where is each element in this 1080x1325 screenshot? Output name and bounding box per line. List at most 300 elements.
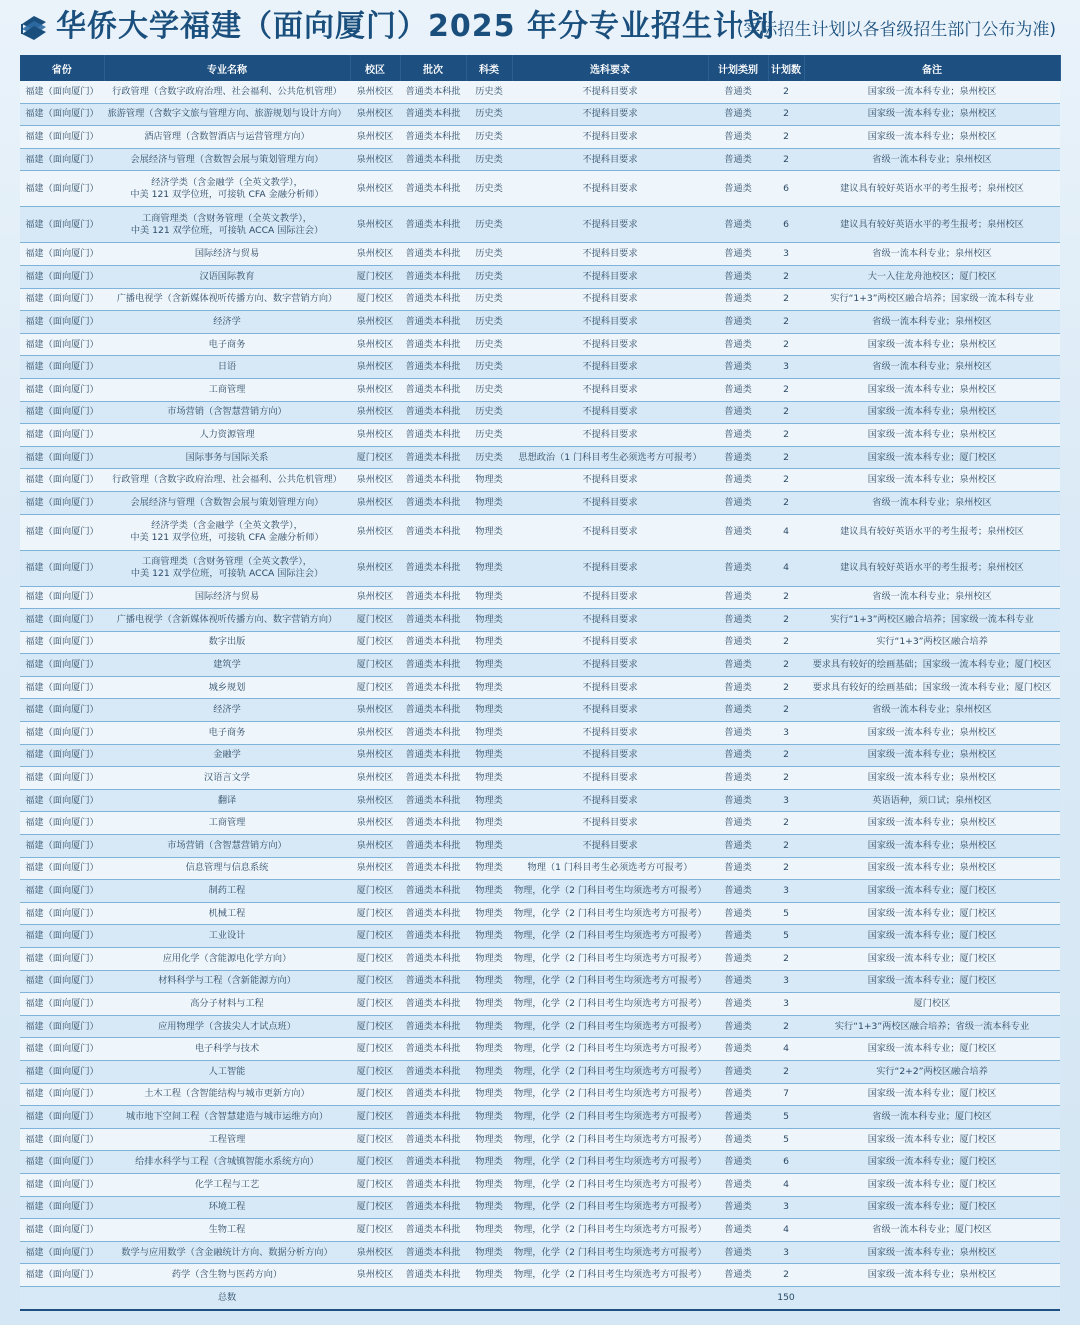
table-cell: 省级一流本科专业；厦门校区	[804, 1219, 1060, 1242]
table-cell: 普通类	[708, 333, 768, 356]
table-cell: 电子商务	[104, 333, 350, 356]
table-cell: 普通类	[708, 948, 768, 971]
table-cell: 药学（含生物与医药方向）	[104, 1264, 350, 1287]
table-cell: 不提科目要求	[512, 699, 708, 722]
table-cell: 福建（面向厦门）	[20, 1060, 104, 1083]
table-cell: 普通类	[708, 446, 768, 469]
table-cell: 厦门校区	[350, 1083, 400, 1106]
table-cell: 泉州校区	[350, 171, 400, 207]
table-cell: 普通类本科批	[400, 767, 466, 790]
table-cell: 6	[768, 207, 804, 243]
table-cell: 福建（面向厦门）	[20, 1151, 104, 1174]
table-cell: 厦门校区	[350, 1196, 400, 1219]
table-cell: 福建（面向厦门）	[20, 103, 104, 126]
table-cell: 普通类本科批	[400, 699, 466, 722]
table-cell: 普通类本科批	[400, 722, 466, 745]
table-cell: 2	[768, 469, 804, 492]
table-cell: 普通类本科批	[400, 356, 466, 379]
table-cell: 实行“1+3”两校区融合培养；省级一流本科专业	[804, 1015, 1060, 1038]
table-cell: 普通类本科批	[400, 378, 466, 401]
table-cell: 泉州校区	[350, 103, 400, 126]
table-row	[20, 103, 1060, 126]
table-cell: 福建（面向厦门）	[20, 1083, 104, 1106]
table-cell: 省级一流本科专业；泉州校区	[804, 243, 1060, 266]
table-row	[20, 1151, 1060, 1174]
table-row	[20, 1128, 1060, 1151]
table-cell: 6	[768, 171, 804, 207]
table-cell: 英语语种，须口试；泉州校区	[804, 789, 1060, 812]
total-row	[20, 1286, 1060, 1310]
table-cell: 福建（面向厦门）	[20, 207, 104, 243]
table-cell: 2	[768, 446, 804, 469]
table-cell: 泉州校区	[350, 207, 400, 243]
table-cell: 2	[768, 948, 804, 971]
table-cell: 普通类本科批	[400, 401, 466, 424]
table-cell: 2	[768, 81, 804, 103]
table-cell: 普通类	[708, 514, 768, 550]
table-cell: 厦门校区	[350, 654, 400, 677]
table-cell: 福建（面向厦门）	[20, 744, 104, 767]
table-cell: 普通类本科批	[400, 1241, 466, 1264]
table-cell: 5	[768, 925, 804, 948]
table-cell: 物理类	[466, 880, 512, 903]
table-cell: 不提科目要求	[512, 609, 708, 632]
table-cell: 高分子材料与工程	[104, 993, 350, 1016]
table-cell: 不提科目要求	[512, 631, 708, 654]
table-cell: 国家级一流本科专业；泉州校区	[804, 378, 1060, 401]
table-cell: 3	[768, 970, 804, 993]
table-cell: 普通类	[708, 311, 768, 334]
table-cell: 广播电视学（含新媒体视听传播方向、数字营销方向）	[104, 288, 350, 311]
table-cell: 泉州校区	[350, 767, 400, 790]
table-cell: 泉州校区	[350, 333, 400, 356]
table-cell: 历史类	[466, 356, 512, 379]
table-cell: 普通类	[708, 207, 768, 243]
table-cell: 福建（面向厦门）	[20, 265, 104, 288]
table-cell: 福建（面向厦门）	[20, 631, 104, 654]
table-cell: 福建（面向厦门）	[20, 722, 104, 745]
table-cell	[512, 1286, 708, 1310]
table-cell: 福建（面向厦门）	[20, 1038, 104, 1061]
table-cell: 城市地下空间工程（含智慧建造与城市运维方向）	[104, 1106, 350, 1129]
table-cell: 普通类本科批	[400, 1196, 466, 1219]
table-cell: 历史类	[466, 126, 512, 149]
table-cell: 普通类	[708, 925, 768, 948]
table-row	[20, 126, 1060, 149]
table-cell: 普通类本科批	[400, 1128, 466, 1151]
table-row	[20, 550, 1060, 586]
table-cell: 泉州校区	[350, 491, 400, 514]
table-cell: 普通类本科批	[400, 993, 466, 1016]
table-cell: 物理，化学（2 门科目考生均须选考方可报考）	[512, 925, 708, 948]
table-cell: 应用物理学（含拔尖人才试点班）	[104, 1015, 350, 1038]
table-cell: 福建（面向厦门）	[20, 243, 104, 266]
table-cell: 普通类	[708, 126, 768, 149]
table-cell: 历史类	[466, 401, 512, 424]
page-subtitle: (实际招生计划以各省级招生部门公布为准)	[736, 20, 1056, 40]
table-cell: 2	[768, 126, 804, 149]
table-cell: 历史类	[466, 311, 512, 334]
table-cell: 工商管理类（含财务管理（全英文教学）， 中美 121 双学位班，可接轨 ACCA 国际注会）	[104, 207, 350, 243]
table-cell: 物理类	[466, 993, 512, 1016]
table-header	[20, 55, 1060, 81]
enrollment-table	[20, 55, 1060, 1311]
table-cell: 物理类	[466, 744, 512, 767]
table-cell: 普通类本科批	[400, 148, 466, 171]
table-cell: 普通类本科批	[400, 1173, 466, 1196]
table-cell: 物理，化学（2 门科目考生均须选考方可报考）	[512, 1264, 708, 1287]
table-cell: 福建（面向厦门）	[20, 1264, 104, 1287]
table-cell: 泉州校区	[350, 378, 400, 401]
table-cell: 2	[768, 491, 804, 514]
table-cell: 普通类	[708, 1060, 768, 1083]
table-cell: 物理类	[466, 699, 512, 722]
table-cell: 会展经济与管理（含数智会展与策划管理方向）	[104, 491, 350, 514]
table-cell: 普通类本科批	[400, 1264, 466, 1287]
table-cell: 普通类本科批	[400, 207, 466, 243]
table-cell: 普通类	[708, 1173, 768, 1196]
table-cell: 物理类	[466, 609, 512, 632]
table-cell: 福建（面向厦门）	[20, 835, 104, 858]
column-header: 备注	[804, 55, 1060, 81]
table-row	[20, 654, 1060, 677]
table-cell: 泉州校区	[350, 356, 400, 379]
table-cell: 物理类	[466, 1015, 512, 1038]
table-cell: 汉语言文学	[104, 767, 350, 790]
table-cell: 普通类本科批	[400, 288, 466, 311]
table-cell: 5	[768, 902, 804, 925]
table-cell: 普通类	[708, 424, 768, 447]
table-cell: 2	[768, 311, 804, 334]
table-cell: 省级一流本科专业；泉州校区	[804, 586, 1060, 609]
table-cell: 普通类本科批	[400, 970, 466, 993]
table-cell: 省级一流本科专业；泉州校区	[804, 356, 1060, 379]
table-row	[20, 356, 1060, 379]
table-row	[20, 948, 1060, 971]
table-cell: 国际经济与贸易	[104, 243, 350, 266]
table-cell: 日语	[104, 356, 350, 379]
table-cell: 普通类本科批	[400, 1015, 466, 1038]
table-cell: 普通类本科批	[400, 333, 466, 356]
table-cell: 普通类本科批	[400, 654, 466, 677]
table-cell: 厦门校区	[350, 1106, 400, 1129]
table-cell: 普通类	[708, 491, 768, 514]
table-cell: 泉州校区	[350, 469, 400, 492]
table-cell: 普通类	[708, 356, 768, 379]
table-row	[20, 1196, 1060, 1219]
table-cell: 普通类	[708, 550, 768, 586]
table-cell: 福建（面向厦门）	[20, 789, 104, 812]
table-cell: 行政管理（含数字政府治理、社会福利、公共危机管理）	[104, 81, 350, 103]
column-header: 专业名称	[104, 55, 350, 81]
table-cell: 人工智能	[104, 1060, 350, 1083]
table-cell: 福建（面向厦门）	[20, 586, 104, 609]
table-cell: 物理类	[466, 676, 512, 699]
table-cell: 物理，化学（2 门科目考生均须选考方可报考）	[512, 1219, 708, 1242]
table-cell: 福建（面向厦门）	[20, 1196, 104, 1219]
table-cell: 历史类	[466, 424, 512, 447]
table-cell: 普通类本科批	[400, 789, 466, 812]
table-cell: 普通类本科批	[400, 948, 466, 971]
table-cell: 市场营销（含智慧营销方向）	[104, 401, 350, 424]
table-cell: 不提科目要求	[512, 356, 708, 379]
table-cell: 物理类	[466, 767, 512, 790]
table-cell: 物理类	[466, 857, 512, 880]
table-cell: 物理类	[466, 948, 512, 971]
table-cell: 普通类	[708, 676, 768, 699]
table-cell: 泉州校区	[350, 699, 400, 722]
table-cell: 国家级一流本科专业；泉州校区	[804, 81, 1060, 103]
table-cell: 普通类	[708, 586, 768, 609]
table-cell: 数字出版	[104, 631, 350, 654]
table-cell: 物理，化学（2 门科目考生均须选考方可报考）	[512, 993, 708, 1016]
table-row	[20, 424, 1060, 447]
table-cell: 物理类	[466, 902, 512, 925]
table-cell: 建筑学	[104, 654, 350, 677]
table-cell: 历史类	[466, 171, 512, 207]
table-cell: 历史类	[466, 265, 512, 288]
table-cell: 国家级一流本科专业；厦门校区	[804, 970, 1060, 993]
table-cell: 信息管理与信息系统	[104, 857, 350, 880]
table-cell	[400, 1286, 466, 1310]
table-row	[20, 1264, 1060, 1287]
table-cell: 数学与应用数学（含金融统计方向、数据分析方向）	[104, 1241, 350, 1264]
table-row	[20, 446, 1060, 469]
table-cell: 泉州校区	[350, 744, 400, 767]
table-cell: 4	[768, 1219, 804, 1242]
table-cell: 历史类	[466, 243, 512, 266]
table-cell: 不提科目要求	[512, 424, 708, 447]
table-cell: 国家级一流本科专业；泉州校区	[804, 1241, 1060, 1264]
column-header: 计划数	[768, 55, 804, 81]
table-cell: 普通类	[708, 171, 768, 207]
table-cell: 2	[768, 333, 804, 356]
table-cell: 化学工程与工艺	[104, 1173, 350, 1196]
table-cell: 普通类	[708, 631, 768, 654]
table-cell: 泉州校区	[350, 81, 400, 103]
table-cell: 泉州校区	[350, 514, 400, 550]
table-cell: 3	[768, 880, 804, 903]
table-cell: 普通类本科批	[400, 586, 466, 609]
table-cell: 省级一流本科专业；泉州校区	[804, 491, 1060, 514]
table-cell: 建议具有较好英语水平的考生报考；泉州校区	[804, 171, 1060, 207]
table-cell: 福建（面向厦门）	[20, 948, 104, 971]
table-cell: 物理类	[466, 491, 512, 514]
table-cell: 福建（面向厦门）	[20, 993, 104, 1016]
table-cell	[466, 1286, 512, 1310]
table-cell: 不提科目要求	[512, 514, 708, 550]
table-row	[20, 171, 1060, 207]
table-cell: 2	[768, 676, 804, 699]
table-cell: 2	[768, 857, 804, 880]
table-cell: 历史类	[466, 446, 512, 469]
table-cell: 物理类	[466, 654, 512, 677]
table-cell: 物理，化学（2 门科目考生均须选考方可报考）	[512, 948, 708, 971]
table-cell: 普通类	[708, 378, 768, 401]
table-cell: 2	[768, 148, 804, 171]
table-cell: 2	[768, 424, 804, 447]
table-cell: 2	[768, 835, 804, 858]
table-cell: 国家级一流本科专业；厦门校区	[804, 1083, 1060, 1106]
title-bar	[0, 0, 1080, 54]
table-cell: 物理类	[466, 1060, 512, 1083]
table-cell: 6	[768, 1151, 804, 1174]
table-cell: 福建（面向厦门）	[20, 1106, 104, 1129]
table-row	[20, 993, 1060, 1016]
table-cell: 市场营销（含智慧营销方向）	[104, 835, 350, 858]
page-title: 华侨大学福建（面向厦门）2025 年分专业招生计划	[56, 9, 775, 44]
table-row	[20, 857, 1060, 880]
table-row	[20, 744, 1060, 767]
table-cell: 普通类本科批	[400, 424, 466, 447]
table-cell: 物理类	[466, 812, 512, 835]
table-cell: 行政管理（含数字政府治理、社会福利、公共危机管理）	[104, 469, 350, 492]
table-cell: 工程管理	[104, 1128, 350, 1151]
table-cell: 厦门校区	[350, 1151, 400, 1174]
table-cell: 2	[768, 1060, 804, 1083]
table-row	[20, 925, 1060, 948]
table-cell: 物理，化学（2 门科目考生均须选考方可报考）	[512, 1106, 708, 1129]
column-header: 选科要求	[512, 55, 708, 81]
table-cell: 省级一流本科专业；泉州校区	[804, 311, 1060, 334]
table-cell: 建议具有较好英语水平的考生报考；泉州校区	[804, 514, 1060, 550]
table-cell: 普通类	[708, 265, 768, 288]
table-cell: 实行“1+3”两校区融合培养；国家级一流本科专业	[804, 288, 1060, 311]
table-cell: 物理类	[466, 1264, 512, 1287]
table-cell: 工商管理	[104, 378, 350, 401]
table-row	[20, 1219, 1060, 1242]
table-cell: 福建（面向厦门）	[20, 311, 104, 334]
table-row	[20, 880, 1060, 903]
table-cell: 厦门校区	[350, 1015, 400, 1038]
table-cell: 要求具有较好的绘画基础；国家级一流本科专业；厦门校区	[804, 676, 1060, 699]
table-cell: 普通类	[708, 1015, 768, 1038]
table-cell: 普通类本科批	[400, 744, 466, 767]
table-cell: 普通类本科批	[400, 925, 466, 948]
table-cell: 厦门校区	[350, 902, 400, 925]
table-cell: 汉语国际教育	[104, 265, 350, 288]
table-cell: 2	[768, 654, 804, 677]
table-cell: 不提科目要求	[512, 676, 708, 699]
table-row	[20, 631, 1060, 654]
column-header: 校区	[350, 55, 400, 81]
table-row	[20, 676, 1060, 699]
table-cell: 普通类本科批	[400, 514, 466, 550]
table-cell: 普通类本科批	[400, 1083, 466, 1106]
table-cell: 泉州校区	[350, 789, 400, 812]
table-cell: 福建（面向厦门）	[20, 1173, 104, 1196]
table-cell: 4	[768, 1038, 804, 1061]
table-cell: 普通类本科批	[400, 1060, 466, 1083]
table-cell: 2	[768, 1264, 804, 1287]
table-cell	[20, 1286, 104, 1310]
table-cell: 不提科目要求	[512, 265, 708, 288]
table-cell: 不提科目要求	[512, 654, 708, 677]
table-row	[20, 1060, 1060, 1083]
table-cell: 不提科目要求	[512, 243, 708, 266]
table-cell: 泉州校区	[350, 722, 400, 745]
table-row	[20, 970, 1060, 993]
table-cell: 5	[768, 1128, 804, 1151]
table-cell: 材料科学与工程（含新能源方向）	[104, 970, 350, 993]
table-row	[20, 1106, 1060, 1129]
table-cell: 2	[768, 767, 804, 790]
table-cell: 物理类	[466, 1038, 512, 1061]
table-cell: 物理类	[466, 1196, 512, 1219]
table-cell: 厦门校区	[350, 631, 400, 654]
table-cell: 普通类本科批	[400, 446, 466, 469]
table-cell: 国家级一流本科专业；厦门校区	[804, 1196, 1060, 1219]
table-cell: 国家级一流本科专业；泉州校区	[804, 103, 1060, 126]
table-cell: 国家级一流本科专业；泉州校区	[804, 424, 1060, 447]
table-cell: 省级一流本科专业；厦门校区	[804, 1106, 1060, 1129]
table-cell: 物理类	[466, 586, 512, 609]
table-cell: 不提科目要求	[512, 103, 708, 126]
table-cell: 泉州校区	[350, 1264, 400, 1287]
table-cell: 2	[768, 378, 804, 401]
table-cell: 厦门校区	[350, 446, 400, 469]
table-cell: 4	[768, 514, 804, 550]
table-cell: 国家级一流本科专业；厦门校区	[804, 948, 1060, 971]
table-cell: 福建（面向厦门）	[20, 514, 104, 550]
table-cell: 土木工程（含智能结构与城市更新方向）	[104, 1083, 350, 1106]
table-cell: 2	[768, 586, 804, 609]
table-cell: 不提科目要求	[512, 207, 708, 243]
table-row	[20, 207, 1060, 243]
table-cell: 工商管理类（含财务管理（全英文教学）， 中美 121 双学位班，可接轨 ACCA 国际注会）	[104, 550, 350, 586]
table-cell: 人力资源管理	[104, 424, 350, 447]
table-cell: 福建（面向厦门）	[20, 550, 104, 586]
table-cell: 物理类	[466, 1106, 512, 1129]
table-cell: 普通类本科批	[400, 1106, 466, 1129]
table-cell: 厦门校区	[350, 265, 400, 288]
table-cell: 普通类	[708, 103, 768, 126]
table-cell: 7	[768, 1083, 804, 1106]
table-cell: 实行“1+3”两校区融合培养；国家级一流本科专业	[804, 609, 1060, 632]
table-cell: 4	[768, 1173, 804, 1196]
table-cell: 国家级一流本科专业；泉州校区	[804, 767, 1060, 790]
table-cell: 普通类	[708, 857, 768, 880]
table-cell: 普通类本科批	[400, 609, 466, 632]
table-row	[20, 514, 1060, 550]
table-cell: 应用化学（含能源电化学方向）	[104, 948, 350, 971]
table-cell: 福建（面向厦门）	[20, 1015, 104, 1038]
table-cell: 工业设计	[104, 925, 350, 948]
table-cell: 环境工程	[104, 1196, 350, 1219]
table-cell: 2	[768, 744, 804, 767]
table-cell: 普通类	[708, 1106, 768, 1129]
total-value: 150	[768, 1286, 804, 1310]
table-cell: 普通类本科批	[400, 835, 466, 858]
table-row	[20, 586, 1060, 609]
table-cell: 物理类	[466, 1128, 512, 1151]
table-cell: 物理，化学（2 门科目考生均须选考方可报考）	[512, 1241, 708, 1264]
table-cell: 历史类	[466, 207, 512, 243]
table-cell: 3	[768, 722, 804, 745]
table-cell: 不提科目要求	[512, 333, 708, 356]
table-cell: 普通类本科批	[400, 812, 466, 835]
table-cell: 不提科目要求	[512, 744, 708, 767]
table-cell: 物理，化学（2 门科目考生均须选考方可报考）	[512, 970, 708, 993]
table-cell: 金融学	[104, 744, 350, 767]
table-cell: 建议具有较好英语水平的考生报考；泉州校区	[804, 550, 1060, 586]
table-cell: 福建（面向厦门）	[20, 676, 104, 699]
table-cell: 电子科学与技术	[104, 1038, 350, 1061]
table-cell: 厦门校区	[350, 288, 400, 311]
table-cell: 国家级一流本科专业；厦门校区	[804, 1038, 1060, 1061]
table-cell: 福建（面向厦门）	[20, 469, 104, 492]
table-cell: 福建（面向厦门）	[20, 925, 104, 948]
